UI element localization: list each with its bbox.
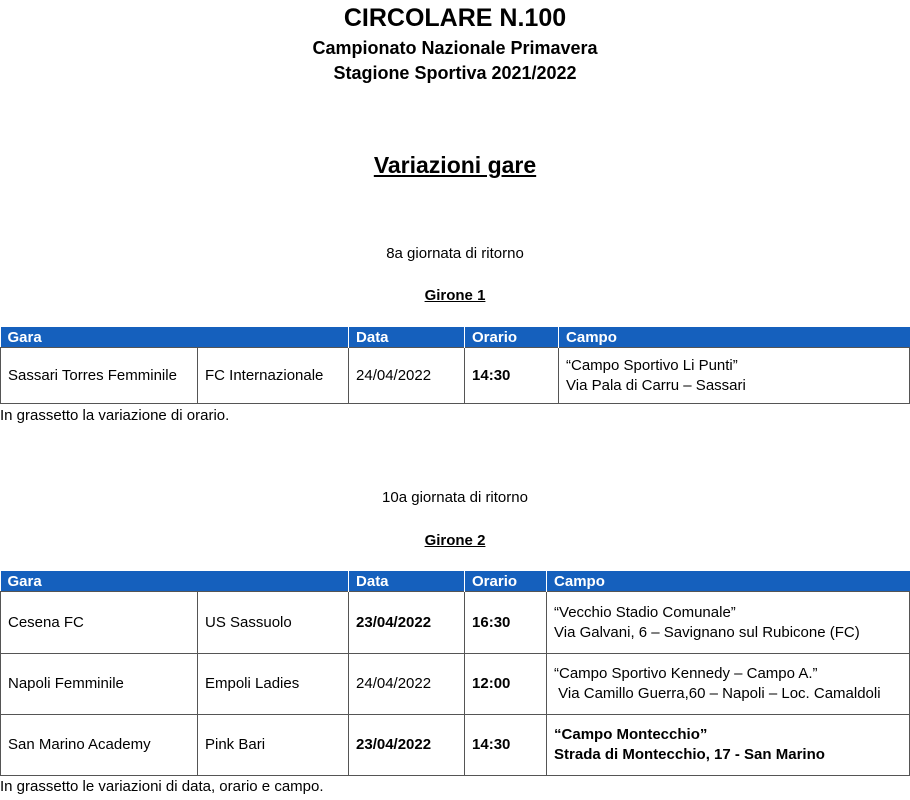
table-header-row: [1, 327, 910, 348]
championship-name: Campionato Nazionale Primavera: [312, 38, 598, 58]
giornata-label-1: 8a giornata di ritorno: [386, 245, 524, 262]
matches-table-1: [0, 327, 910, 404]
away-team: Pink Bari: [198, 715, 349, 776]
home-team: Sassari Torres Femminile: [1, 348, 198, 404]
away-team: Empoli Ladies: [198, 654, 349, 715]
match-date: 24/04/2022: [349, 654, 465, 715]
column-header-campo: Campo: [547, 571, 910, 592]
venue-name: “Vecchio Stadio Comunale”: [554, 603, 736, 621]
column-header-data: Data: [349, 327, 465, 348]
match-time: 12:00: [465, 654, 547, 715]
match-time: 14:30: [465, 715, 547, 776]
season-label: Stagione Sportiva 2021/2022: [333, 63, 577, 83]
column-header-data: Data: [349, 571, 465, 592]
note-2: In grassetto le variazioni di data, orario e campo.: [0, 778, 324, 795]
table-row: [1, 348, 910, 404]
match-venue: [547, 715, 910, 776]
girone-label-1: Girone 1: [424, 287, 486, 304]
document-title: CIRCOLARE N.100: [343, 4, 567, 32]
venue-address: Strada di Montecchio, 17 - San Marino: [554, 746, 825, 763]
match-time: 16:30: [465, 592, 547, 654]
venue-address: Via Pala di Carru – Sassari: [566, 376, 746, 394]
column-header-gara: Gara: [1, 571, 349, 592]
venue-address: Via Galvani, 6 – Savignano sul Rubicone (FC): [554, 623, 860, 641]
home-team: San Marino Academy: [1, 715, 198, 776]
match-date: 24/04/2022: [349, 348, 465, 404]
note-1: In grassetto la variazione di orario.: [0, 407, 230, 424]
table-row: [1, 592, 910, 654]
column-header-orario: Orario: [465, 327, 559, 348]
matches-table-2: [0, 571, 910, 776]
girone-label-2: Girone 2: [424, 532, 486, 549]
column-header-orario: Orario: [465, 571, 547, 592]
away-team: FC Internazionale: [198, 348, 349, 404]
column-header-gara: Gara: [1, 327, 349, 348]
venue-name: “Campo Montecchio”: [554, 726, 708, 743]
table-row: [1, 654, 910, 715]
match-date: 23/04/2022: [349, 592, 465, 654]
match-venue: [547, 654, 910, 715]
section-title: Variazioni gare: [373, 152, 537, 178]
column-header-campo: Campo: [559, 327, 910, 348]
venue-address: Via Camillo Guerra,60 – Napoli – Loc. Camaldoli: [554, 685, 881, 702]
home-team: Cesena FC: [1, 592, 198, 654]
match-venue: [559, 348, 910, 404]
match-venue: [547, 592, 910, 654]
table-header-row: [1, 571, 910, 592]
venue-name: “Campo Sportivo Li Punti”: [566, 356, 738, 374]
match-date: 23/04/2022: [349, 715, 465, 776]
venue-name: “Campo Sportivo Kennedy – Campo A.”: [554, 665, 818, 682]
match-time: 14:30: [465, 348, 559, 404]
table-row: [1, 715, 910, 776]
giornata-label-2: 10a giornata di ritorno: [382, 489, 528, 506]
home-team: Napoli Femminile: [1, 654, 198, 715]
away-team: US Sassuolo: [198, 592, 349, 654]
